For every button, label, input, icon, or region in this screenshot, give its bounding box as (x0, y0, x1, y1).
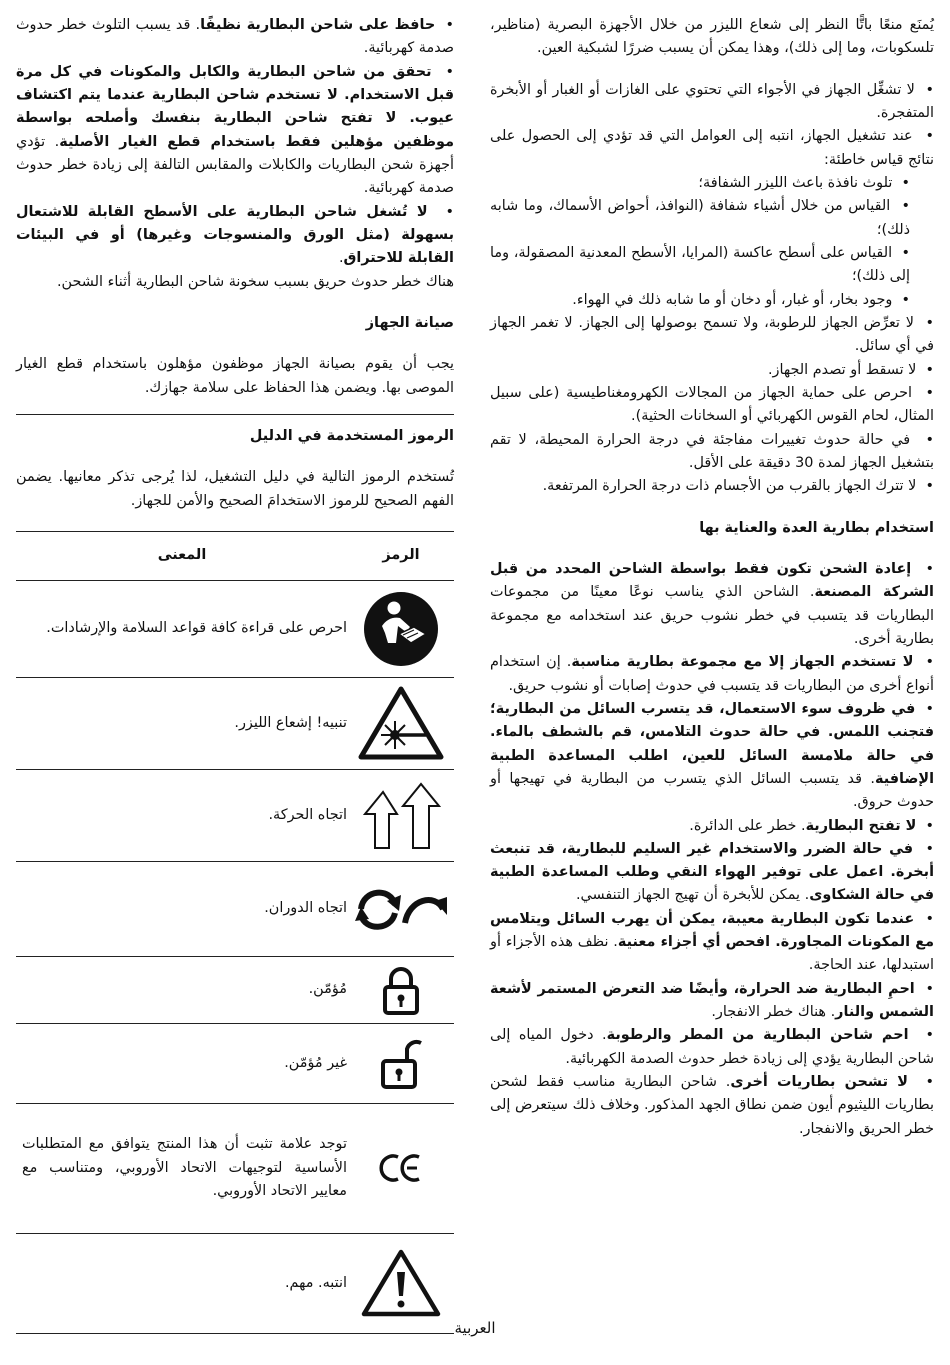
rotation-arrows-icon (353, 901, 449, 917)
table-row (16, 580, 454, 677)
movement-arrows-icon (359, 807, 443, 823)
symbols-heading: الرموز المستخدمة في الدليل (249, 427, 454, 444)
battery-item-defective: • عندما تكون البطارية معيبة، يمكن أن يهرب السائل ويتلامس مع المكونات المجاورة. افحص أي أجزاء معنية. نظف هذه الأجزاء أو استبدلها، عند الحاجة. (490, 908, 934, 978)
battery-item-do-not-open: • لا تفتح البطارية. خطر على الدائرة. (490, 815, 934, 838)
charger-clean-item: • حافظ على شاحن البطارية نظيفًا. قد يسبب التلوث خطر حدوث صدمة كهربائية. (16, 14, 454, 61)
read-manual-icon (363, 621, 439, 637)
row-meaning: تنبيه! إشعاع الليزر. (16, 677, 348, 769)
symbols-table (16, 532, 454, 1334)
charger-flammable-item: • لا تُشغل شاحن البطارية على الأسطح القابلة للاشتعال بسهولة (مثل الورق والمنسوجات وغيرها) أو في البيئات القابلة للاحتراق. (16, 201, 454, 271)
battery-section-heading: استخدام بطارية العدة والعناية بها (699, 519, 934, 536)
factor-window-dirty: • تلوث نافذة باعث الليزر الشفافة؛ (490, 172, 934, 195)
emf-warning: • احرص على حماية الجهاز من المجالات الكهرومغناطيسية (على سبيل المثال، لحام القوس الكهربائي أو السخانات الحثية). (490, 382, 934, 429)
symbols-intro: تُستخدم الرموز التالية في دليل التشغيل، لذا يُرجى تذكر معانيها. يضمن الفهم الصحيح للرموز الاستخدامَ الصحيح والأمن للجهاز. (16, 469, 454, 509)
maintenance-heading: صيانة الجهاز (365, 314, 454, 331)
battery-item-rain: • احم شاحن البطارية من المطر والرطوبة. دخول المياه إلى شاحن البطارية يؤدي إلى زيادة خطر حدوث الصدمة الكهربائية. (490, 1024, 934, 1071)
battery-item-suitable-pack: • لا تستخدم الجهاز إلا مع مجموعة بطارية مناسبة. إن استخدام أنواع أخرى من البطاريات قد يتسبب في حدوث إصابات أو نشوب حريق. (490, 651, 934, 698)
row-meaning: انتبه. مهم. (16, 1233, 348, 1333)
temperature-change-warning: • في حالة حدوث تغييرات مفاجئة في درجة الحرارة المحيطة، لا تقم بتشغيل الجهاز لمدة 30 دقيقة على الأقل. (490, 429, 934, 476)
battery-item-leak: • في ظروف سوء الاستعمال، قد يتسرب السائل من البطارية؛ فتجنب اللمس. في حالة حدوث التلامس، قم بالشطف بالماء. في حالة ملامسة السائل للعين، اطلب المساعدة الطبية الإضافية. قد يتسبب السائل الذي يتسرب من البطارية في تهيجها أو حدوث حروق. (490, 698, 934, 815)
attention-icon (360, 1275, 442, 1291)
charger-fire-note: هناك خطر حدوث حريق بسبب سخونة شاحن البطارية أثناء الشحن. (56, 273, 454, 290)
measurement-error-factors: • عند تشغيل الجهاز، انتبه إلى العوامل التي قد تؤدي إلى الحصول على نتائج قياس خاطئة: (490, 125, 934, 172)
table-row (16, 956, 454, 1023)
row-meaning: اتجاه الحركة. (16, 769, 348, 861)
table-row (16, 1103, 454, 1233)
row-meaning: احرص على قراءة كافة قواعد السلامة والإرشادات. (16, 580, 348, 677)
factor-vapor-dust: • وجود بخار، أو غبار، أو دخان أو ما شابه ذلك في الهواء. (490, 289, 934, 312)
page-language-footer: العربية (454, 1319, 496, 1337)
drop-warning: • لا تسقط أو تصدم الجهاز. (490, 359, 934, 382)
maintenance-text: يجب أن يقوم بصيانة الجهاز موظفون مؤهلون باستخدام قطع الغيار الموصى بها. ويضمن هذا الحفاظ على سلامة جهازك. (16, 356, 454, 396)
battery-item-fumes: • في حالة الضرر والاستخدام غير السليم للبطارية، قد تنبعث أبخرة. اعمل على توفير الهواء النقي وطلب المساعدة الطبية في حالة الشكاوى. يمكن للأبخرة أن تهيج الجهاز التنفسي. (490, 838, 934, 908)
locked-icon (381, 982, 421, 998)
table-row (16, 861, 454, 956)
column-header-symbol: الرمز (348, 532, 454, 581)
battery-item-charger-only: • إعادة الشحن تكون فقط بواسطة الشاحن المحدد من قبل الشركة المصنعة. الشاحن الذي يناسب نوعًا معينًا من مجموعات البطاريات قد يتسبب في خطر نشوب حريق عند استخدامه مع مجموعة بطارية أخرى. (490, 558, 934, 651)
table-row (16, 1023, 454, 1103)
laser-warning-icon (358, 715, 444, 731)
ce-mark-icon (379, 1160, 423, 1176)
left-column (16, 14, 454, 1334)
table-row (16, 769, 454, 861)
battery-item-other-batteries: • لا تشحن بطاريات أخرى. شاحن البطارية مناسب فقط لشحن بطاريات الليثيوم أيون ضمن نطاق الجهد المذكور. وخلاف ذلك سيتعرض إلى خطر الحريق والانفجار. (490, 1071, 934, 1141)
table-header-row (16, 532, 454, 581)
factor-reflective-surfaces: • القياس على أسطح عاكسة (المرايا، الأسطح المعدنية المصقولة، وما إلى ذلك)؛ (490, 242, 934, 289)
row-meaning: مُؤمّن. (16, 956, 348, 1023)
unlocked-icon (379, 1055, 423, 1071)
explosive-atmosphere-warning: • لا تشغِّل الجهاز في الأجواء التي تحتوي على الغازات أو الغبار أو الأبخرة المتفجرة. (490, 79, 934, 126)
moisture-warning: • لا تعرِّض الجهاز للرطوبة، ولا تسمح بوصولها إلى الجهاز. لا تغمر الجهاز في أي سائل. (490, 312, 934, 359)
factor-transparent-objects: • القياس من خلال أشياء شفافة (النوافذ، أحواض الأسماك، وما شابه ذلك)؛ (490, 195, 934, 242)
battery-item-heat: • احمِ البطارية ضد الحرارة، وأيضًا ضد التعرض المستمر لأشعة الشمس والنار. هناك خطر الانفجار. (490, 978, 934, 1025)
charger-inspect-item: • تحقق من شاحن البطارية والكابل والمكونات في كل مرة قبل الاستخدام. لا تستخدم شاحن البطارية عندما يتم اكتشاف عيوب. لا تفتح شاحن البطارية بنفسك وأصلحه بواسطة موظفين مؤهلين فقط باستخدام قطع الغيار الأصلية. تؤدي أجهزة شحن البطاريات والكابلات والمقابس التالفة إلى زيادة خطر حدوث صدمة كهربائية. (16, 61, 454, 201)
laser-optics-warning: يُمنَع منعًا باتًّا النظر إلى شعاع الليزر من خلال الأجهزة البصرية (مناظير، تلسكوبات، وما إلى ذلك)، وهذا يمكن أن يسبب ضررًا لشبكية العين. (490, 17, 934, 57)
row-meaning: توجد علامة تثبت أن هذا المنتج يتوافق مع المتطلبات الأساسية لتوجيهات الاتحاد الأوروبي، ومتناسب مع معايير الاتحاد الأوروبي. (16, 1103, 348, 1233)
row-meaning: اتجاه الدوران. (16, 861, 348, 956)
row-meaning: غير مُؤمّن. (16, 1023, 348, 1103)
heat-source-warning: • لا تترك الجهاز بالقرب من الأجسام ذات درجة الحرارة المرتفعة. (490, 475, 934, 498)
right-column (490, 14, 934, 1141)
table-row (16, 677, 454, 769)
column-header-meaning: المعنى (16, 532, 348, 581)
